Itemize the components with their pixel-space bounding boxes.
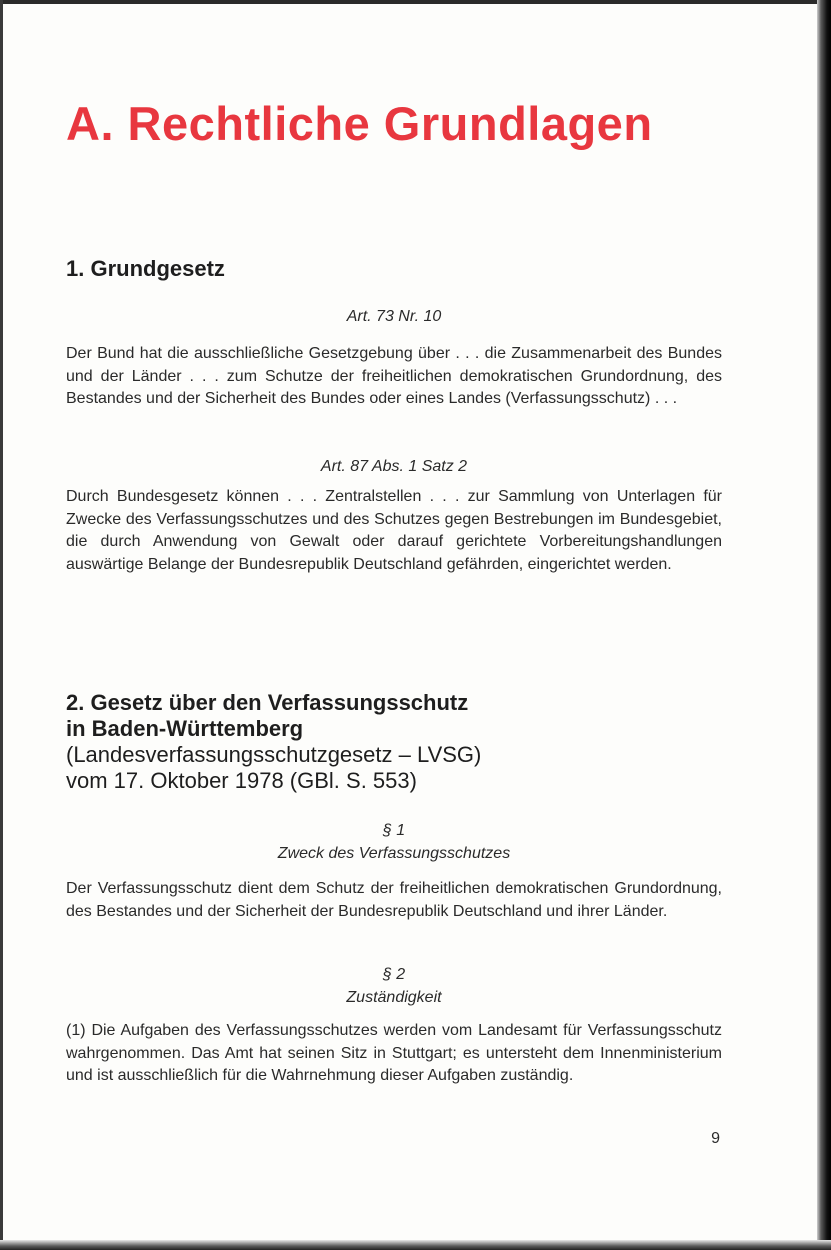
- paragraph-text: (1) Die Aufgaben des Verfassungsschutzes werden vom Landesamt für Verfassungsschutz wahrgenommen. Das Amt hat seinen Sitz in Stuttgart; es untersteht dem Innenministerium und ist ausschließlich für die Wahrnehmung dieser Aufgaben zuständig.: [66, 1022, 722, 1085]
- article-text: Durch Bundesgesetz können . . . Zentralstellen . . . zur Sammlung von Unterlagen für Zwecke des Verfassungsschutzes und des Schutzes gegen Bestrebungen im Bundesgebiet, die durch Anwendung von Gewalt oder darauf gerichtete Vorbereitungshandlungen auswärtige Belange der Bundesrepublik Deutschland gefährden, eingerichtet werden.: [66, 488, 722, 573]
- article-reference: Art. 87 Abs. 1 Satz 2: [320, 458, 468, 475]
- article-text: Der Bund hat die ausschließliche Gesetzgebung über . . . die Zusammenarbeit des Bundes und der Länder . . . zum Schutze der freiheitlichen demokratischen Grundordnung, des Bestandes und der Sicherheit des Bundes oder eines Landes (Verfassungsschutz) . . .: [66, 345, 722, 408]
- paragraph-title: Zweck des Verfassungsschutzes: [277, 845, 511, 862]
- page-number: 9: [711, 1130, 720, 1147]
- book-spine-edge: [817, 0, 831, 1250]
- section-heading-line: 2. Gesetz über den Verfassungsschutz: [66, 690, 469, 715]
- page-edge-bottom: [0, 1240, 831, 1250]
- paragraph-number: § 1: [382, 822, 406, 839]
- paragraph-text: Der Verfassungsschutz dient dem Schutz der freiheitlichen demokratischen Grundordnung, des Bestandes und der Sicherheit der Bundesrepublik Deutschland und ihrer Länder.: [66, 880, 722, 920]
- paragraph-number: § 2: [382, 966, 406, 983]
- subheading-line: (Landesverfassungsschutzgesetz – LVSG): [66, 742, 482, 767]
- section-subheading: [66, 742, 481, 794]
- subheading-line: vom 17. Oktober 1978 (GBl. S. 553): [66, 768, 417, 793]
- article-reference: Art. 73 Nr. 10: [346, 308, 442, 325]
- section-heading-line: in Baden-Württemberg: [66, 716, 304, 741]
- page-edge-left: [0, 0, 3, 1250]
- paragraph-title: Zuständigkeit: [346, 989, 442, 1006]
- section-heading-lvsg: [66, 690, 468, 742]
- chapter-title: A. Rechtliche Grundlagen: [66, 97, 653, 150]
- page-edge-top: [0, 0, 831, 4]
- section-heading-grundgesetz: 1. Grundgesetz: [66, 256, 225, 281]
